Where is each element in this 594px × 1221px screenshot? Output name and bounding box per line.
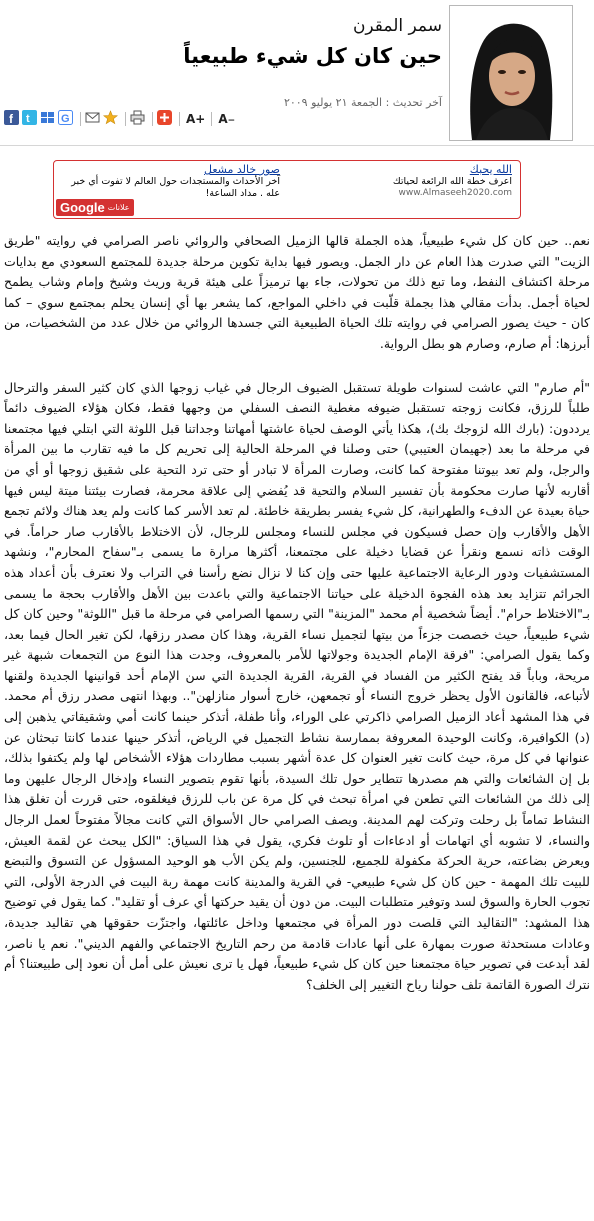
- google-logo: Google: [60, 200, 105, 215]
- svg-text:G: G: [61, 112, 70, 125]
- toolbar-divider: [125, 112, 126, 126]
- print-icon[interactable]: [130, 110, 145, 129]
- ads-label: علانات: [107, 203, 130, 212]
- svg-text:t: t: [26, 112, 30, 125]
- article-paragraph: "أم صارم" التي عاشت لسنوات طويلة تستقبل الضيوف الرجال في غياب زوجها الذي كان كثير السفر والترحال طلباً للرزق، فكانت زوجته تستقبل ضيوفه مغطية النصف السفلي من وجهها فقط، فكان هؤلاء الضيوف دائماً يرددون: (بارك الله لزوجك بك)، هكذا يأتي الوصف لحياة عاشتها أمهاتنا وجداتنا قبل اللوثة التي ابتلي فيها مجتمعنا في مرحلة ما بعد (جهيمان العتيبي) حتى وصلنا في المرحلة الحالية إلى تحريم كل ما فيه تقارب ما بين المرأة والرجل، ولم تعد بيوتنا مفتوحة كما كانت، وصارت المرأة لا تبادر أو حتى ترد التحية على شقيق زوجها أو أي من أقاربه لأنها صارت محكومة بأن تفسير السلام والتحية قد يُفضي إلى علاقة محرمة، فصارت بيئتنا ميتة ليس فيها حياة بعيدة عن الدفء والطهرانية، كل شيء يفسر بطريقة خاطئة. لم تعد الأسر كما كانت ولم يعد هناك ولائم تجمع الأهل والأقارب وإن حصل فسيكون في مجلس للنساء ومجلس للرجال، لأن الاختلاط بالأقارب صار حراماً. في الوقت ذاته نسمع ونقرأ عن قضايا دخيلة على مجتمعنا، أكثرها مرارة ما يسمى بـ"سفاح المحارم"، ونشهد المستشفيات ودور الرعاية الاجتماعية عليها حتى وإن كنا لا نزال نضع رأسنا في التراب ولا نعترف بأن أعداد هذه الجرائم تتزايد بعد هذه الفجوة الدخيلة على حياتنا الاجتماعية والتي باعدت بين الأهل والأقارب بحجة ما يسمى بـ"الاختلاط حرام". أيضاً شخصية أم محمد "المزينة" التي رسمها الصرامي في مرحلة ما قبل "اللوثة" وحين كان كل شيء طبيعياً، حيث خصصت جزءاً من بيتها لتجميل نساء القرية، وهذا كان مصدر رزقها، لكن تغير الحال فيما بعد، وكما يقول الصرامي: "فرقة الإمام الجديدة وجولاتها للأمر بالمعروف، وجدت هذا النوع من التجمعات شبهة غير مريحة، وباباً قد يفتح الكثير من الفساد في القرية، القرية الجديدة التي سن الإمام أحد قوانينها الجديدة ولقنها لأتباعه، فالقانون الأول يحظر خروج النساء أو تجمعهن، خارج أسوار منازلهن".. وبهذا انتهى مصدر رزق أم محمد. في هذا المشهد أعاد الزميل الصرامي ذاكرتي على الوراء، وأنا طفلة، أتذكر حينما كانت أمي وشقيقاتي يذهبن إلى (د) الكوافيرة، وكانت الوحيدة المعروفة بممارسة نشاط التجميل في الرياض، أتذكر حينها عندما كانتا تبحثان عن عنوانها في كل مرة، حيث كانت تغير العنوان كل عدة أشهر بسبب مطاردات هؤلاء الأشخاص لها ولم يكتفوا بذلك، بل إن الشائعات والتي هم مصدرها تتطاير حول تلك السيدة، بأنها تقوم بتصوير النساء وإدخال الرجال عليهن وما إلى ذلك من الشائعات التي تطعن في امرأة تبحث في كل مرة عن باب للرزق فيغلقوه، حتى قررت أن تغلق هذا النشاط تماماً بل رحلت وتركت لهم المدينة. ويصف الصرامي حال الأسواق التي كانت مجالاً مفتوحاً لعمل الرجال والنساء، لا تشوبه أي اتهامات أو ادعاءات أو تلوث فكري، يقول في هذا السياق: "الكل يبحث عن لقمة العيش، ويعرض بضاعته، حرية الحركة مكفولة للجميع، للجنسين، ولم يكن الأب هو الوحيد المسؤول عن التسوق والتبضع للبيت تلك المهمة - حين كان كل شيء طبيعي- في القرية والمدينة كانت مهمة ربة البيت في الدرجة الأولى، التي تجوب الحارة والسوق لسد وتوفير متطلبات البيت. من دون أن يقيد حركتها أي عرف أو تقليد". كما يقول في توضيح هذا المشهد: "التقاليد التي قلصت دور المرأة في مجتمعها وداخل عائلتها، واجتزّت حقوقها هي تقاليد جديدة، وعادات مستحدثة صورت بمهارة على أنها عادات قادمة من رحم التاريخ الاجتماعي والفهم الديني". نعم يا ناصر، لقد أبدعت في تصوير حياة مجتمعنا حين كان كل شيء طبيعياً، فهل يا ترى نعيش على أمل أن نعود إلى طبيعتنا؟ أم نترك الصورة القاتمة تلف حولنا رياح التغيير إلى الخلف؟: [4, 379, 590, 992]
- toolbar-divider: [80, 112, 81, 126]
- article-paragraph: نعم.. حين كان كل شيء طبيعياً، هذه الجملة قالها الزميل الصحافي والروائي ناصر الصرامي في روايته "طريق الزيت" التي صدرت هذا العام عن دار الجمل. ويصور فيها بداية تكوين مرحلة جديدة للمجتمع السعودي مع بدايات مرحلة اكتشاف النفط، وما تبع ذلك من تحولات، جاء بها ترميزاً على هيئة قرية وريث وشيخ وإمام وشاب يطمح لحياة أجمل. بدأت مقالي هذا بجملة قلّبت في داخلي المواجع، كما يشعر بها أي إنسان يحلم بمجتمع سوي – كما كان - حيث يصور الصرامي في روايته تلك الحياة الطبيعية التي جسدها الروائي من خلال عدد من الشخصيات، من أبرزها: أم صارم، وصارم هو بطل الرواية.: [4, 233, 590, 351]
- toolbar-divider: [152, 112, 153, 126]
- font-increase-button[interactable]: A+: [186, 112, 206, 126]
- last-updated-date: آخر تحديث : الجمعة ٢١ يوليو ٢٠٠٩: [283, 96, 442, 109]
- article-title: حين كان كل شيء طبيعياً: [183, 44, 442, 68]
- twitter-icon[interactable]: [22, 110, 37, 129]
- email-icon[interactable]: [85, 110, 100, 129]
- ad-text: اعرف خطة الله الرائعة لحياتك: [392, 176, 512, 187]
- ad-title[interactable]: صور خالد مشعل: [204, 163, 280, 176]
- author-portrait-image: [450, 6, 572, 140]
- google-icon[interactable]: [58, 110, 73, 129]
- author-name[interactable]: سمر المقرن: [352, 16, 442, 36]
- ad-item[interactable]: [70, 163, 280, 200]
- toolbar-divider: [211, 112, 212, 126]
- svg-text:f: f: [9, 111, 13, 125]
- ad-text: آخر الأحداث والمستجدات حول العالم لا تفوت أي خبر عله . مداد الساعة!: [71, 176, 280, 199]
- google-ads-badge[interactable]: [56, 199, 134, 216]
- ad-url[interactable]: www.Almaseeh2020.com: [398, 188, 512, 198]
- ad-title[interactable]: الله يحبك: [469, 163, 512, 176]
- ad-item[interactable]: [302, 163, 512, 198]
- toolbar-divider: [179, 112, 180, 126]
- header-divider: [0, 145, 594, 146]
- share-toolbar: [4, 110, 237, 128]
- share-icon[interactable]: [40, 110, 55, 129]
- star-icon[interactable]: [103, 110, 118, 129]
- font-decrease-button[interactable]: A−: [218, 112, 236, 126]
- article-body: [4, 231, 590, 1018]
- facebook-icon[interactable]: [4, 110, 19, 129]
- article-header: [0, 0, 594, 146]
- google-ads-box: [53, 160, 521, 219]
- author-photo: [449, 5, 573, 141]
- add-icon[interactable]: [157, 110, 172, 129]
